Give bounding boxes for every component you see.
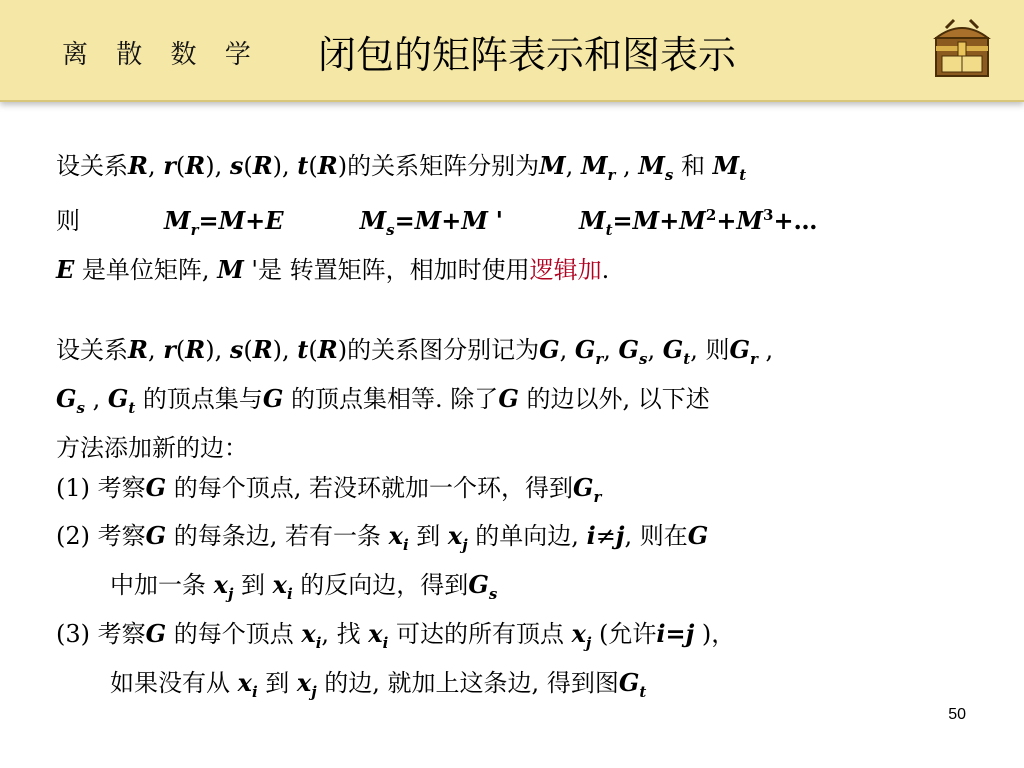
rule-2: (2) 考察G 的每条边, 若有一条 $x_i$ 到 $x_j$ 的单向边, i≠j, 则在G: [56, 521, 709, 555]
page-number: 50: [948, 706, 966, 723]
slide-title: 闭包的矩阵表示和图表示: [318, 33, 737, 77]
para1-line2: 则 $M_r=M+E$ $M_s=M+M$ ' $M_t=M+M^2+M^3+\dots$: [56, 205, 818, 239]
slide-header: [0, 0, 1024, 102]
logical-or-highlight: 逻辑加: [529, 255, 602, 284]
para1-line1: 设关系R, r(R), s(R), t(R)的关系矩阵分别为M, $M_r$ , $M_s$ 和 $M_t$: [56, 151, 747, 184]
course-name: 离 散 数 学: [62, 40, 261, 70]
rule-2-cont: 中加一条 $x_j$ 到 $x_i$ 的反向边，得到$G_s$: [110, 570, 498, 603]
graph-representation-paragraph: [56, 330, 976, 712]
rule-3: (3) 考察G 的每个顶点 $x_i$, 找 $x_i$ 可达的所有顶点 $x_j$ (允许i=j )，: [56, 618, 736, 652]
para2-line1: 设关系R, r(R), s(R), t(R)的关系图分别记为G, $G_r$, $G_s$, $G_t$, 则$G_r$ ,: [56, 335, 774, 368]
para2-line3: 方法添加新的边：: [56, 433, 248, 462]
para1-line3: E 是单位矩阵, M '是 转置矩阵，相加时使用逻辑加.: [56, 254, 610, 284]
para2-line2: $G_s$ , $G_t$ 的顶点集与G 的顶点集相等. 除了G 的边以外, 以下述: [56, 383, 710, 417]
treasure-chest-icon: [928, 16, 996, 80]
matrix-representation-paragraph: [56, 146, 976, 290]
rule-3-cont: 如果没有从 $x_i$ 到 $x_j$ 的边, 就加上这条边, 得到图$G_t$: [110, 667, 647, 701]
rule-1: (1) 考察G 的每个顶点, 若没环就加一个环，得到$G_r$: [56, 472, 602, 506]
